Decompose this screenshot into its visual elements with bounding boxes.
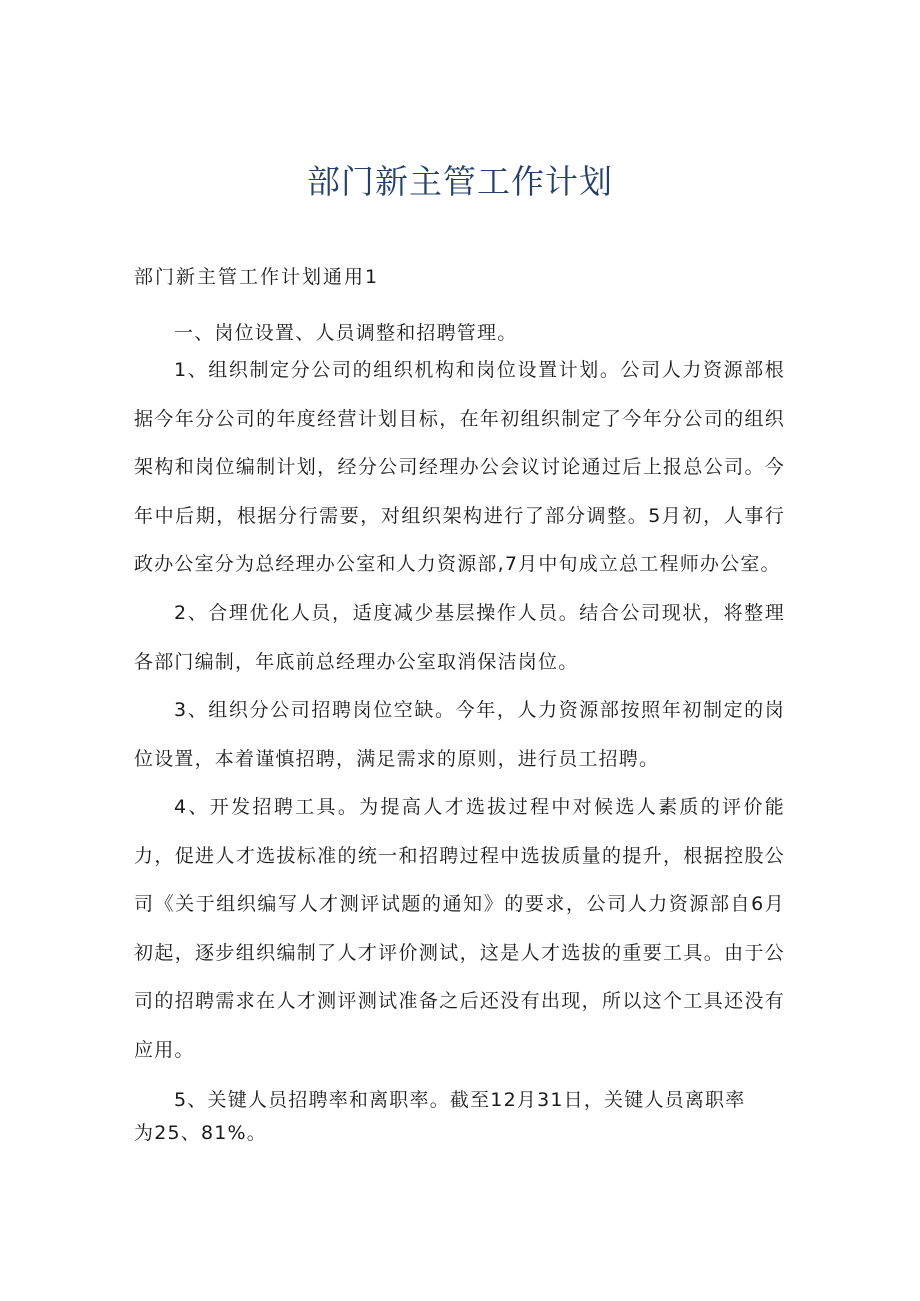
paragraph-3: 3、组织分公司招聘岗位空缺。今年，人力资源部按照年初制定的岗位设置，本着谨慎招聘，满足需求的原则，进行员工招聘。 (134, 699, 785, 770)
paragraph-5: 5、关键人员招聘率和离职率。截至12月31日，关键人员离职率为25、81%。 (134, 1089, 746, 1144)
paragraph-4: 4、开发招聘工具。为提高人才选拔过程中对候选人素质的评价能力，促进人才选拔标准的统一和招聘过程中选拔质量的提升，根据控股公司《关于组织编写人才测评试题的通知》的要求，公司人力资源部自6月初起，逐步组织编制了人才评价测试，这是人才选拔的重要工具。由于公司的招聘需求在人才测评测试准备之后还没有出现，所以这个工具还没有应用。 (134, 796, 785, 1061)
document-subtitle: 部门新主管工作计划通用1 (134, 266, 380, 288)
section-heading: 一、岗位设置、人员调整和招聘管理。 (174, 322, 518, 344)
paragraph-1: 1、组织制定分公司的组织机构和岗位设置计划。公司人力资源部根据今年分公司的年度经营计划目标，在年初组织制定了今年分公司的组织架构和岗位编制计划，经分公司经理办公会议讨论通过后上报总公司。今年中后期，根据分行需要，对组织架构进行了部分调整。5月初，人事行政办公室分为总经理办公室和人力资源部,7月中旬成立总工程师办公室。 (134, 359, 785, 575)
paragraph-2: 2、合理优化人员，适度减少基层操作人员。结合公司现状，将整理各部门编制，年底前总经理办公室取消保洁岗位。 (134, 602, 785, 673)
document-title: 部门新主管工作计划 (307, 162, 613, 201)
